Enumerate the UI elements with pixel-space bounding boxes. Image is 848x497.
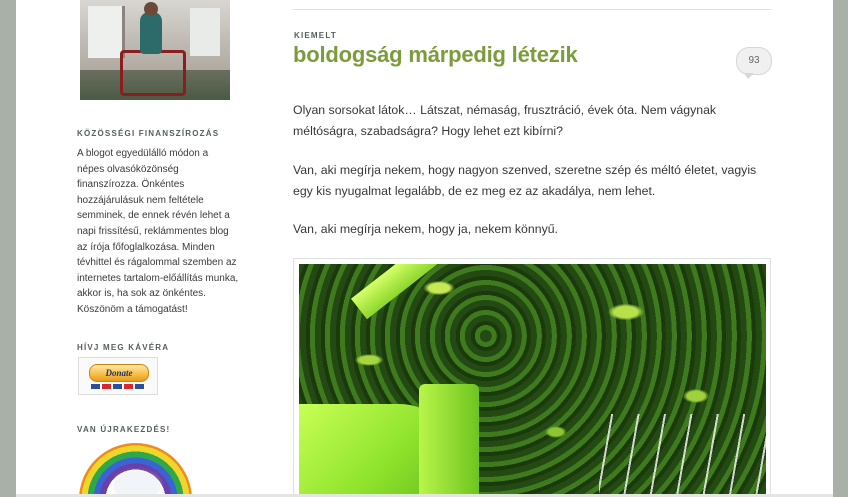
funding-line: A blogot egyedülálló módon a — [77, 148, 209, 159]
restart-widget-title: VAN ÚJRAKEZDÉS! — [77, 425, 171, 434]
post-image-frame — [293, 258, 771, 497]
funding-line: internetes tartalom-előállítás munka, — [77, 272, 239, 284]
featured-label: KIEMELT — [294, 31, 337, 40]
photo-person-head — [144, 2, 158, 16]
sidebar-profile-photo[interactable] — [80, 0, 230, 100]
post-title[interactable]: boldogság márpedig létezik — [293, 42, 578, 67]
watering-can-spout — [351, 264, 532, 319]
funding-widget-text — [77, 146, 239, 318]
garden-fence — [599, 414, 766, 497]
funding-line: az írója főfoglalkozása. Minden — [77, 241, 215, 253]
funding-line: tévhittel és rágalommal szemben az — [77, 257, 237, 269]
donate-widget — [78, 357, 158, 395]
funding-line: finanszírozza. Önkéntes — [77, 179, 185, 191]
photo-window — [88, 6, 125, 58]
donate-button[interactable]: Donate — [89, 364, 149, 382]
post-image-watering-can[interactable] — [299, 264, 766, 497]
post-paragraph-1: Olyan sorsokat látok… Látszat, némaság, frusztráció, évek óta. Nem vágynak méltóságra, szabadságra? Hogy lehet ezt kibírni? — [293, 103, 717, 138]
funding-line: hozzájárulásuk nem feltétele — [77, 194, 204, 206]
photo-exercise-bike — [120, 50, 186, 96]
post-paragraph-3: Van, aki megírja nekem, hogy ja, nekem könnyű. — [293, 222, 558, 236]
comment-count-bubble[interactable]: 93 — [736, 47, 772, 75]
page — [16, 0, 833, 497]
payment-cards-icon — [91, 384, 145, 389]
divider — [293, 9, 771, 10]
funding-line: akkor is, ha sok az önkéntes. — [77, 288, 206, 300]
funding-line: népes olvasóközönség — [77, 163, 179, 175]
watering-can-rim — [419, 384, 479, 497]
funding-line: Köszönöm a támogatást! — [77, 303, 188, 315]
funding-widget-title: KÖZÖSSÉGI FINANSZÍROZÁS — [77, 129, 220, 138]
coffee-widget-title: HÍVJ MEG KÁVÉRA — [77, 343, 170, 352]
funding-line: napi frissítésű, reklámmentes blog — [77, 225, 229, 237]
photo-person — [140, 12, 162, 54]
post-paragraph-2: Van, aki megírja nekem, hogy nagyon szenved, szeretne szép és méltó életet, vagyis egy kis nyugalmat legalább, de ez meg ez az akadálya, nem lehet. — [293, 163, 757, 198]
funding-line: semminek, de ennek révén lehet a — [77, 210, 230, 222]
photo-window-2 — [190, 8, 220, 56]
rainbow-image[interactable] — [79, 443, 192, 497]
